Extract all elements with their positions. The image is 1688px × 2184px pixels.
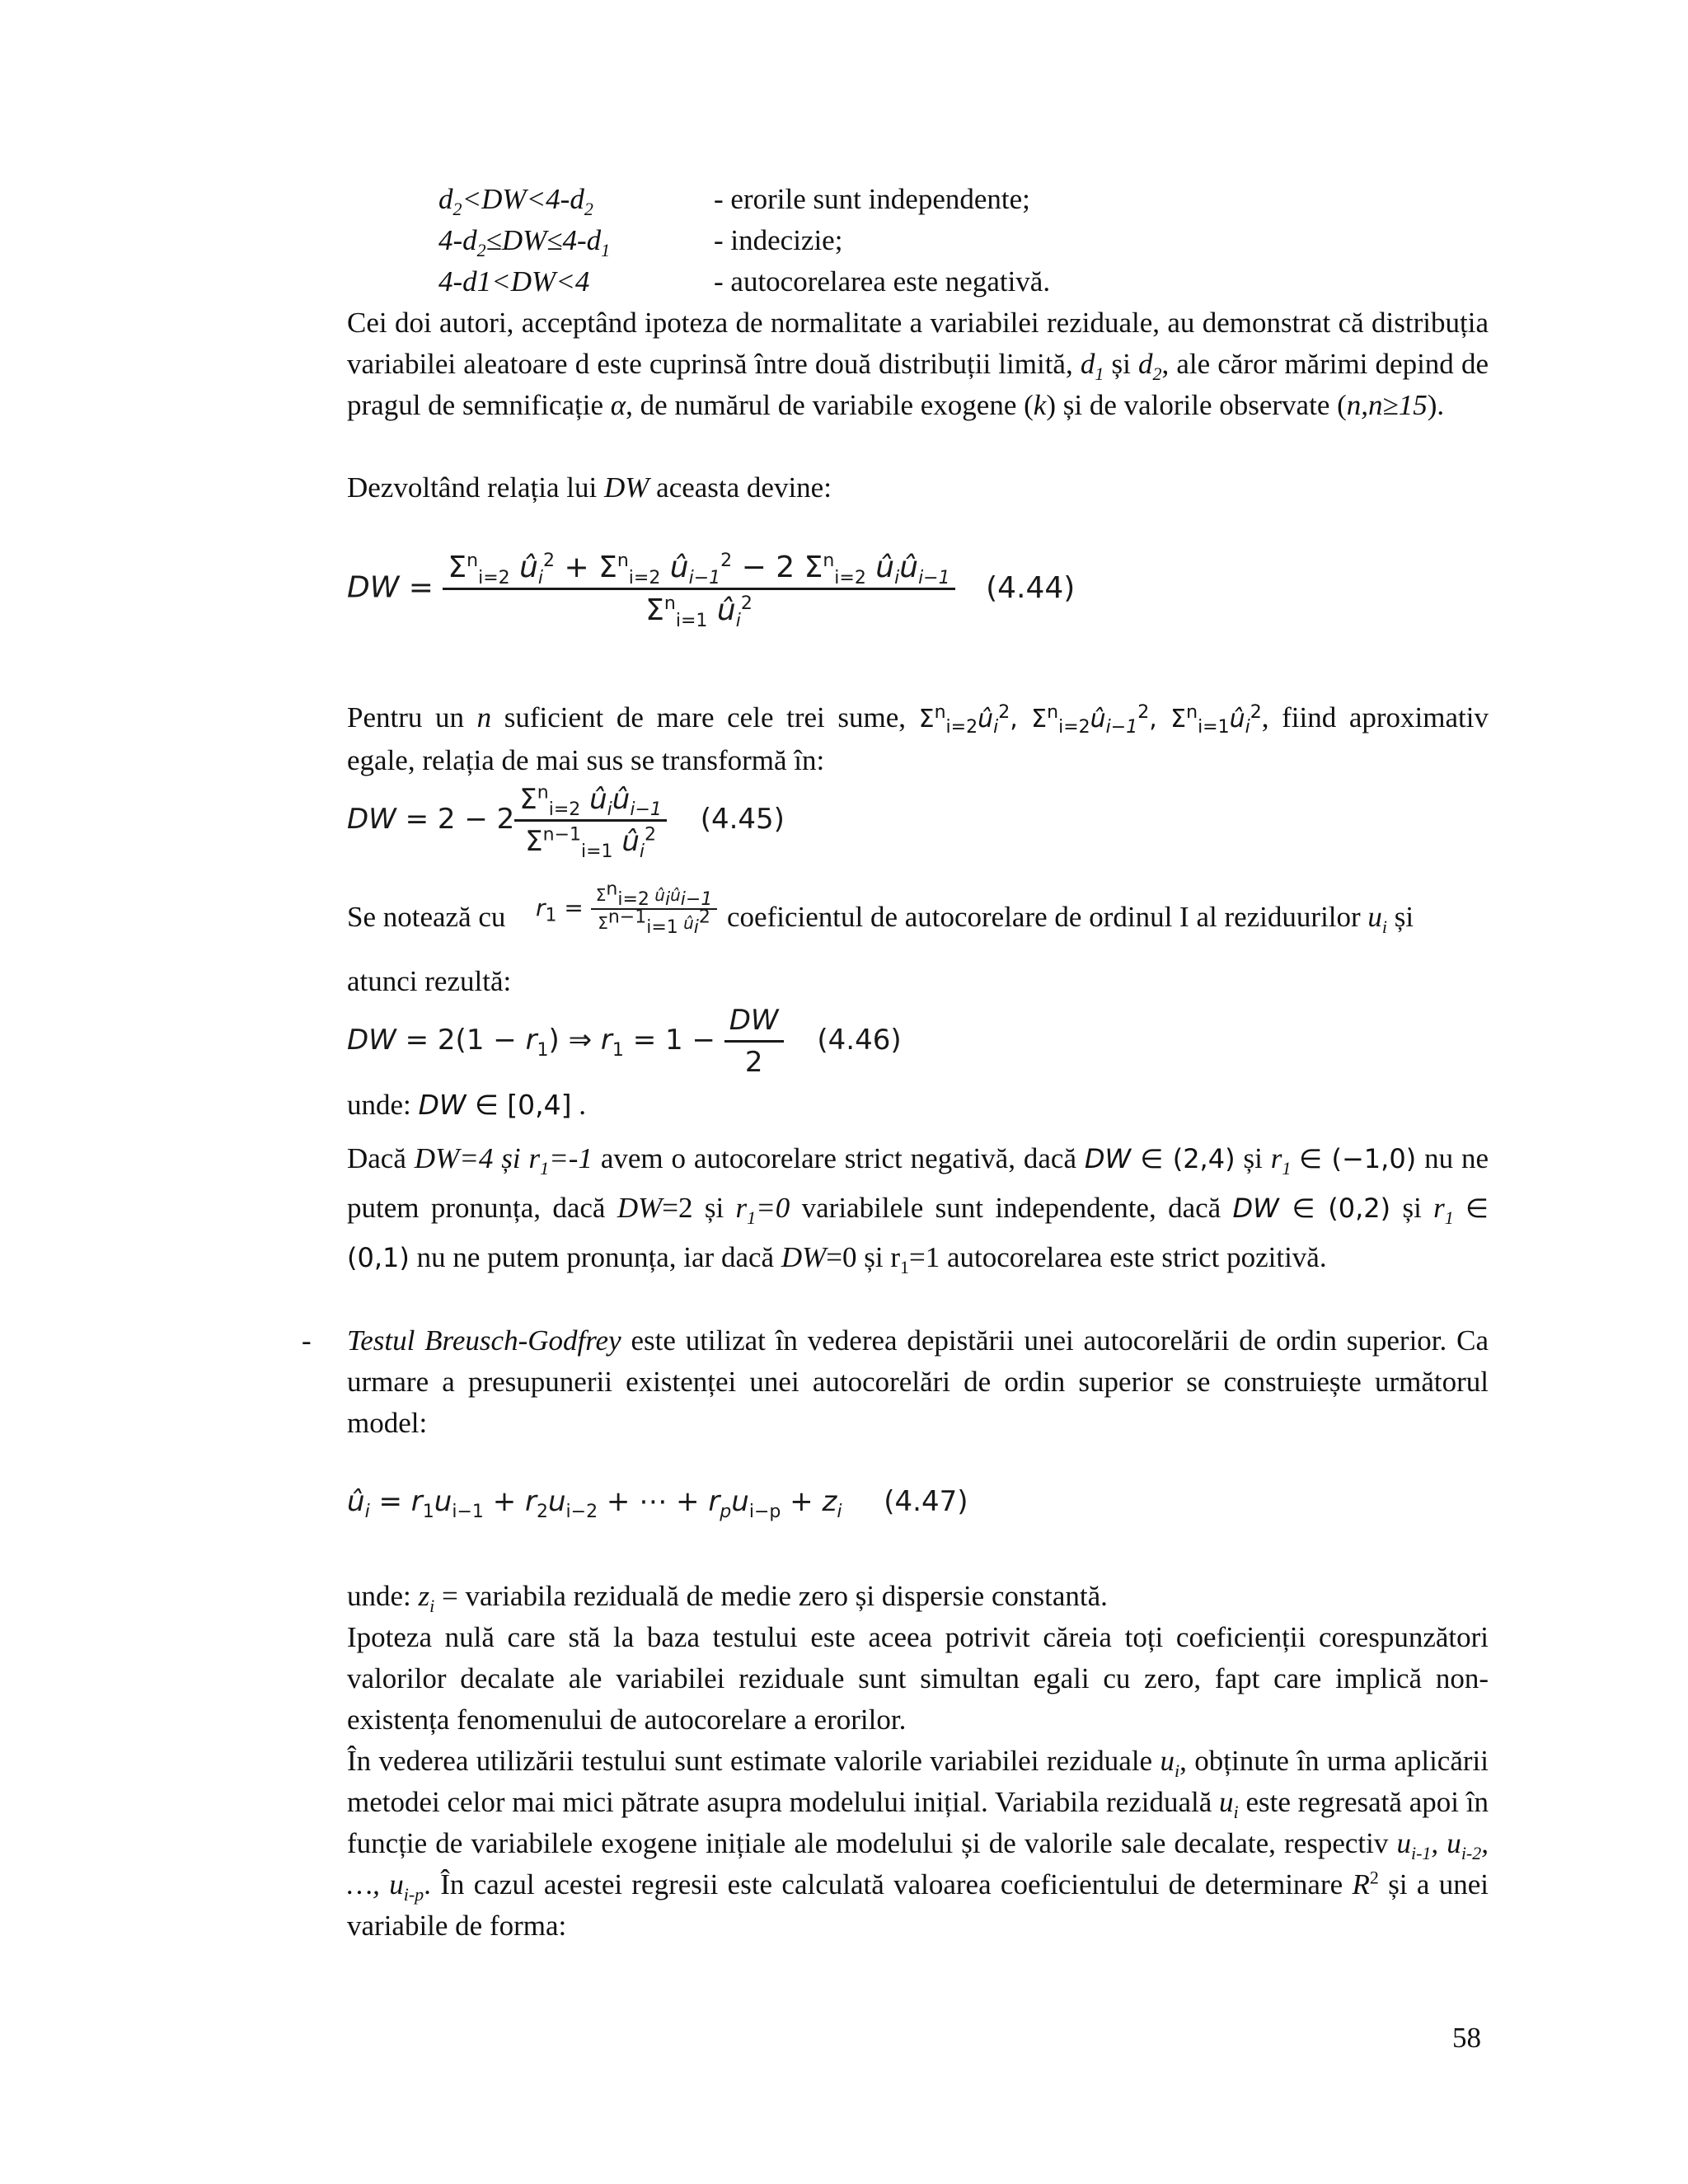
criterion-result-2: - indecizie; (714, 224, 843, 256)
criterion-condition-1: $d_2<DW<4-d_2$ (438, 183, 593, 219)
equation-4-47: $û_i = r_1u_{i-1} + r_2u_{i-2}$ + ⋯ + $r_pu_{i-p} + z_i$ (4.47) (347, 1485, 968, 1522)
equation-4-45: DW = 2 − 2 $\frac{\Sigma^n_{i=2} û_iû_{i-1}}{\Sigma^{n-1}_{i=1} û_i^2}$ (4.45) (347, 782, 785, 862)
paragraph-notation-line2: atunci rezultă: (347, 965, 512, 997)
criterion-condition-3: 4-d1<DW<4 (438, 265, 590, 298)
equation-label-4-47: (4.47) (884, 1485, 968, 1518)
equation-r1-definition: $r_1$ = $\frac{\Sigma^n_{i=2} û_iû_{i-1}}{\Sigma^{n-1}_{i=1} û_i^2}$ (536, 885, 717, 933)
paragraph-notation-start: Se notează cu (347, 901, 506, 933)
paragraph-durbin-watson-authors: Cei doi autori, acceptând ipoteza de normalitate a variabilei reziduale, au demonstrat că distribuția variabilei aleatoare d este cuprinsă între două distribuții limită, $d_1$ și $d_2$, ale căror mărimi depind de pragul de semnificație α, de numărul de variabile exogene (k) și de valorile observate (n,n≥15). (347, 307, 1489, 421)
bullet-dash: - (302, 1324, 312, 1357)
criterion-result-3: - autocorelarea este negativă. (714, 265, 1051, 298)
paragraph-notation-end: coeficientul de autocorelare de ordinul I al reziduurilor $u_i$ și (727, 901, 1414, 937)
criterion-result-1: - erorile sunt independente; (714, 183, 1030, 215)
test-name-breusch-godfrey: Testul Breusch-Godfrey (347, 1324, 621, 1357)
paragraph-dw-interpretation: Dacă DW=4 și $r_1=-1$ avem o autocorelare strict negativă, dacă DW ∈ (2,4) și $r_1$ ∈ (−1,0) nu ne putem pronunța, dacă DW=2 și $r_1=0$ variabilele sunt independente, dacă DW ∈ (0,2) și $r_1$ ∈ (0,1) nu ne putem pronunța, iar dacă DW=0 și $r_1=1$ autocorelarea este strict pozitivă. (347, 1142, 1489, 1277)
page-number: 58 (1452, 2022, 1481, 2054)
equation-label-4-46: (4.46) (817, 1024, 902, 1057)
paragraph-large-n: Pentru un n suficient de mare cele trei sume, $\Sigma^n_{i=2}û_i^2$, $\Sigma^n_{i=2}û_{i-1}^2$, $\Sigma^n_{i=1}û_i^2$, fiind aproximativ egale, relația de mai sus se transformă în: (347, 701, 1489, 776)
equation-label-4-44: (4.44) (986, 570, 1076, 605)
paragraph-null-hypothesis: Ipoteza nulă care stă la baza testului este aceea potrivit căreia toți coeficienții corespunzători valorilor decalate ale variabilei reziduale sunt simultan egali cu zero, fapt care implică non-existența fenomenului de autocorelare a erorilor. (347, 1621, 1489, 1736)
paragraph-dw-relation: Dezvoltând relația lui DW aceasta devine: (347, 471, 832, 504)
equation-4-46: DW = $2(1 - r_1)$ ⇒ $r_1 = 1$ − $\frac{DW}{2}$ (4.46) (347, 1004, 902, 1079)
equation-4-44: DW = $\frac{\Sigma^n_{i=2} û_i^2 + \Sigma^n_{i=2} û_{i-1}^2 - 2 \Sigma^n_{i=2} û_iû_{i-1}}{\Sigma^n_{i=1} û_i^2}$ (4.44) (347, 551, 1076, 632)
domain-statement: unde: DW ∈ [0,4] . (347, 1089, 587, 1121)
paragraph-zi-definition: unde: $z_i$ = variabila reziduală de medie zero și dispersie constantă. (347, 1580, 1108, 1616)
criterion-condition-2: $4-d_2\le DW\le 4-d_1$ (438, 224, 611, 260)
paragraph-breusch-godfrey: Testul Breusch-Godfrey este utilizat în vederea depistării unei autocorelării de ordin superior. Ca urmare a presupunerii existenței unei autocorelări de ordin superior se construiește următorul model: (347, 1324, 1489, 1439)
equation-label-4-45: (4.45) (700, 803, 785, 836)
paragraph-test-procedure: În vederea utilizării testului sunt estimate valorile variabilei reziduale $u_i$, obținute în urma aplicării metodei celor mai mici pătrate asupra modelului inițial. Variabila reziduală $u_i$ este regresată apoi în funcție de variabilele exogene inițiale ale modelului și de valorile sale decalate, respectiv $u_{i-1}$, $u_{i-2}$, …, $u_{i-p}$. În cazul acestei regresii este calculată valoarea coeficientului de determinare $R^2$ și a unei variabile de forma: (347, 1745, 1489, 1942)
